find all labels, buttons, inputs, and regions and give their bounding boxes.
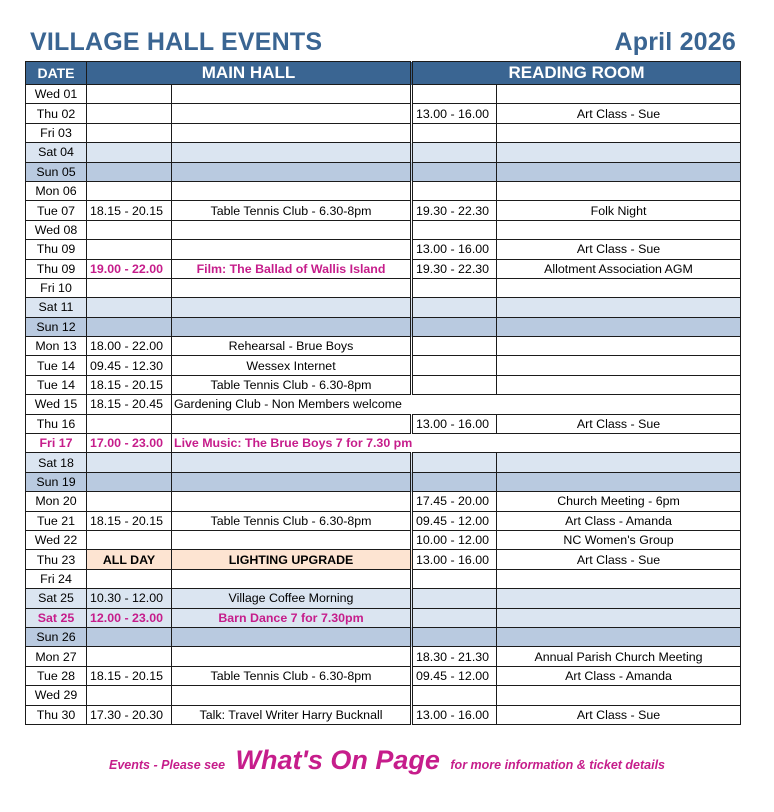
row-date: Sun 26 xyxy=(26,627,87,646)
row-date: Sun 19 xyxy=(26,472,87,491)
reading-room-time: 09.45 - 12.00 xyxy=(412,666,497,685)
main-hall-event xyxy=(172,298,412,317)
main-hall-time: 18.15 - 20.15 xyxy=(87,201,172,220)
table-row xyxy=(26,162,741,181)
reading-room-column-header: READING ROOM xyxy=(412,62,741,85)
table-row xyxy=(26,666,741,685)
table-row xyxy=(26,259,741,278)
row-date: Sat 25 xyxy=(26,589,87,608)
main-hall-event xyxy=(172,181,412,200)
table-row xyxy=(26,298,741,317)
events-table xyxy=(25,61,741,725)
reading-room-event xyxy=(497,608,741,627)
reading-room-time: 17.45 - 20.00 xyxy=(412,492,497,511)
table-row xyxy=(26,104,741,123)
reading-room-time xyxy=(412,375,497,394)
main-hall-time xyxy=(87,220,172,239)
main-hall-event xyxy=(172,143,412,162)
table-row xyxy=(26,686,741,705)
main-hall-time: 18.15 - 20.15 xyxy=(87,511,172,530)
reading-room-event xyxy=(497,472,741,491)
main-hall-time: 09.45 - 12.30 xyxy=(87,356,172,375)
main-hall-time xyxy=(87,414,172,433)
row-date: Thu 30 xyxy=(26,705,87,724)
table-row xyxy=(26,608,741,627)
table-row xyxy=(26,278,741,297)
main-hall-event xyxy=(172,278,412,297)
table-row xyxy=(26,201,741,220)
table-row xyxy=(26,472,741,491)
row-date: Wed 15 xyxy=(26,395,87,414)
main-hall-time: 18.15 - 20.15 xyxy=(87,666,172,685)
table-row xyxy=(26,143,741,162)
main-hall-event: Talk: Travel Writer Harry Bucknall xyxy=(172,705,412,724)
row-date: Wed 01 xyxy=(26,85,87,104)
reading-room-event xyxy=(497,569,741,588)
row-date: Thu 23 xyxy=(26,550,87,569)
main-hall-time xyxy=(87,104,172,123)
table-row xyxy=(26,511,741,530)
reading-room-event xyxy=(497,589,741,608)
row-date: Mon 20 xyxy=(26,492,87,511)
main-hall-time xyxy=(87,298,172,317)
main-hall-event xyxy=(172,453,412,472)
reading-room-event: Art Class - Sue xyxy=(497,104,741,123)
main-hall-time: 12.00 - 23.00 xyxy=(87,608,172,627)
main-hall-time: 18.15 - 20.45 xyxy=(87,395,172,414)
reading-room-event: Art Class - Sue xyxy=(497,414,741,433)
main-hall-time: 18.15 - 20.15 xyxy=(87,375,172,394)
date-column-header: DATE xyxy=(26,62,87,85)
main-hall-event xyxy=(172,686,412,705)
reading-room-time xyxy=(412,356,497,375)
reading-room-event xyxy=(497,317,741,336)
row-date: Fri 10 xyxy=(26,278,87,297)
row-date: Thu 09 xyxy=(26,240,87,259)
main-hall-time xyxy=(87,647,172,666)
reading-room-event xyxy=(497,278,741,297)
reading-room-time: 19.30 - 22.30 xyxy=(412,201,497,220)
main-hall-event xyxy=(172,472,412,491)
main-hall-time xyxy=(87,162,172,181)
main-hall-time xyxy=(87,569,172,588)
row-date: Thu 09 xyxy=(26,259,87,278)
main-hall-time xyxy=(87,530,172,549)
row-date: Wed 22 xyxy=(26,530,87,549)
table-row xyxy=(26,85,741,104)
main-hall-event xyxy=(172,85,412,104)
reading-room-time: 10.00 - 12.00 xyxy=(412,530,497,549)
reading-room-event xyxy=(497,356,741,375)
main-hall-time xyxy=(87,85,172,104)
main-hall-event xyxy=(172,317,412,336)
main-hall-event: LIGHTING UPGRADE xyxy=(172,550,412,569)
whats-on-page-link[interactable]: What's On Page xyxy=(235,745,440,775)
footer-prefix: Events - Please see xyxy=(108,758,226,772)
reading-room-event xyxy=(497,162,741,181)
main-hall-event: Film: The Ballad of Wallis Island xyxy=(172,259,412,278)
table-row xyxy=(26,356,741,375)
main-hall-event xyxy=(172,627,412,646)
row-date: Mon 13 xyxy=(26,337,87,356)
row-date: Thu 02 xyxy=(26,104,87,123)
main-hall-time: 18.00 - 22.00 xyxy=(87,337,172,356)
table-row xyxy=(26,317,741,336)
row-date: Fri 03 xyxy=(26,123,87,142)
reading-room-event: Art Class - Amanda xyxy=(497,511,741,530)
main-hall-event xyxy=(172,240,412,259)
main-hall-event: Table Tennis Club - 6.30-8pm xyxy=(172,375,412,394)
table-row xyxy=(26,240,741,259)
table-row xyxy=(26,453,741,472)
main-hall-time: 19.00 - 22.00 xyxy=(87,259,172,278)
main-hall-time xyxy=(87,686,172,705)
row-date: Tue 21 xyxy=(26,511,87,530)
main-hall-event: Table Tennis Club - 6.30-8pm xyxy=(172,666,412,685)
main-hall-event xyxy=(172,162,412,181)
reading-room-time xyxy=(412,143,497,162)
footer-note xyxy=(0,745,774,776)
row-date: Sat 04 xyxy=(26,143,87,162)
reading-room-event xyxy=(497,627,741,646)
table-row xyxy=(26,414,741,433)
table-row xyxy=(26,530,741,549)
row-date: Sat 11 xyxy=(26,298,87,317)
row-date: Sat 18 xyxy=(26,453,87,472)
row-date: Sun 05 xyxy=(26,162,87,181)
main-hall-time: 17.00 - 23.00 xyxy=(87,434,172,453)
reading-room-time xyxy=(412,298,497,317)
reading-room-event: Art Class - Sue xyxy=(497,705,741,724)
row-date: Mon 06 xyxy=(26,181,87,200)
reading-room-event xyxy=(497,686,741,705)
main-hall-event: Village Coffee Morning xyxy=(172,589,412,608)
footer-suffix: for more information & ticket details xyxy=(450,758,666,772)
main-hall-time xyxy=(87,472,172,491)
main-hall-time: 10.30 - 12.00 xyxy=(87,589,172,608)
main-hall-event xyxy=(172,530,412,549)
reading-room-event: Art Class - Sue xyxy=(497,240,741,259)
reading-room-event: Art Class - Sue xyxy=(497,550,741,569)
spanning-event: Live Music: The Brue Boys 7 for 7.30 pm xyxy=(172,434,741,453)
reading-room-time: 13.00 - 16.00 xyxy=(412,705,497,724)
reading-room-time xyxy=(412,453,497,472)
reading-room-event xyxy=(497,298,741,317)
table-row xyxy=(26,705,741,724)
main-hall-column-header: MAIN HALL xyxy=(87,62,412,85)
page-title: VILLAGE HALL EVENTS xyxy=(30,28,323,56)
row-date: Sun 12 xyxy=(26,317,87,336)
reading-room-time xyxy=(412,181,497,200)
table-header-row xyxy=(26,62,741,85)
table-row xyxy=(26,627,741,646)
table-row xyxy=(26,395,741,414)
reading-room-event xyxy=(497,337,741,356)
reading-room-event xyxy=(497,453,741,472)
reading-room-time xyxy=(412,686,497,705)
row-date: Wed 08 xyxy=(26,220,87,239)
reading-room-event xyxy=(497,375,741,394)
table-row xyxy=(26,181,741,200)
month-label: April 2026 xyxy=(614,28,736,56)
reading-room-time xyxy=(412,627,497,646)
reading-room-time: 13.00 - 16.00 xyxy=(412,104,497,123)
main-hall-time: ALL DAY xyxy=(87,550,172,569)
table-row xyxy=(26,550,741,569)
reading-room-time: 13.00 - 16.00 xyxy=(412,414,497,433)
main-hall-time xyxy=(87,317,172,336)
table-row xyxy=(26,569,741,588)
table-row xyxy=(26,589,741,608)
row-date: Fri 24 xyxy=(26,569,87,588)
reading-room-time xyxy=(412,472,497,491)
main-hall-time: 17.30 - 20.30 xyxy=(87,705,172,724)
table-row xyxy=(26,375,741,394)
reading-room-time xyxy=(412,278,497,297)
table-row xyxy=(26,434,741,453)
main-hall-event: Barn Dance 7 for 7.30pm xyxy=(172,608,412,627)
main-hall-time xyxy=(87,278,172,297)
reading-room-event xyxy=(497,220,741,239)
reading-room-event: Art Class - Amanda xyxy=(497,666,741,685)
reading-room-time xyxy=(412,317,497,336)
reading-room-event: Folk Night xyxy=(497,201,741,220)
main-hall-time xyxy=(87,143,172,162)
main-hall-time xyxy=(87,240,172,259)
main-hall-event: Table Tennis Club - 6.30-8pm xyxy=(172,201,412,220)
reading-room-event: Allotment Association AGM xyxy=(497,259,741,278)
reading-room-event: Church Meeting - 6pm xyxy=(497,492,741,511)
table-row xyxy=(26,647,741,666)
reading-room-time xyxy=(412,608,497,627)
main-hall-event xyxy=(172,414,412,433)
main-hall-event xyxy=(172,647,412,666)
row-date: Mon 27 xyxy=(26,647,87,666)
table-row xyxy=(26,220,741,239)
row-date: Fri 17 xyxy=(26,434,87,453)
spanning-event: Gardening Club - Non Members welcome xyxy=(172,395,741,414)
reading-room-time xyxy=(412,337,497,356)
row-date: Tue 14 xyxy=(26,375,87,394)
table-row xyxy=(26,492,741,511)
row-date: Sat 25 xyxy=(26,608,87,627)
reading-room-time: 13.00 - 16.00 xyxy=(412,550,497,569)
row-date: Tue 14 xyxy=(26,356,87,375)
row-date: Wed 29 xyxy=(26,686,87,705)
reading-room-time xyxy=(412,85,497,104)
main-hall-time xyxy=(87,181,172,200)
table-row xyxy=(26,337,741,356)
main-hall-event xyxy=(172,492,412,511)
main-hall-time xyxy=(87,123,172,142)
reading-room-time xyxy=(412,220,497,239)
reading-room-time xyxy=(412,569,497,588)
reading-room-event xyxy=(497,181,741,200)
row-date: Tue 07 xyxy=(26,201,87,220)
main-hall-event xyxy=(172,569,412,588)
main-hall-time xyxy=(87,627,172,646)
reading-room-time xyxy=(412,162,497,181)
reading-room-time xyxy=(412,589,497,608)
reading-room-event xyxy=(497,123,741,142)
table-row xyxy=(26,123,741,142)
row-date: Thu 16 xyxy=(26,414,87,433)
main-hall-event xyxy=(172,220,412,239)
main-hall-event: Rehearsal - Brue Boys xyxy=(172,337,412,356)
main-hall-event xyxy=(172,123,412,142)
main-hall-event: Wessex Internet xyxy=(172,356,412,375)
main-hall-event: Table Tennis Club - 6.30-8pm xyxy=(172,511,412,530)
reading-room-time: 18.30 - 21.30 xyxy=(412,647,497,666)
main-hall-time xyxy=(87,453,172,472)
reading-room-time: 19.30 - 22.30 xyxy=(412,259,497,278)
reading-room-event: Annual Parish Church Meeting xyxy=(497,647,741,666)
reading-room-event xyxy=(497,143,741,162)
main-hall-time xyxy=(87,492,172,511)
reading-room-event: NC Women's Group xyxy=(497,530,741,549)
reading-room-time xyxy=(412,123,497,142)
reading-room-event xyxy=(497,85,741,104)
main-hall-event xyxy=(172,104,412,123)
row-date: Tue 28 xyxy=(26,666,87,685)
reading-room-time: 13.00 - 16.00 xyxy=(412,240,497,259)
reading-room-time: 09.45 - 12.00 xyxy=(412,511,497,530)
